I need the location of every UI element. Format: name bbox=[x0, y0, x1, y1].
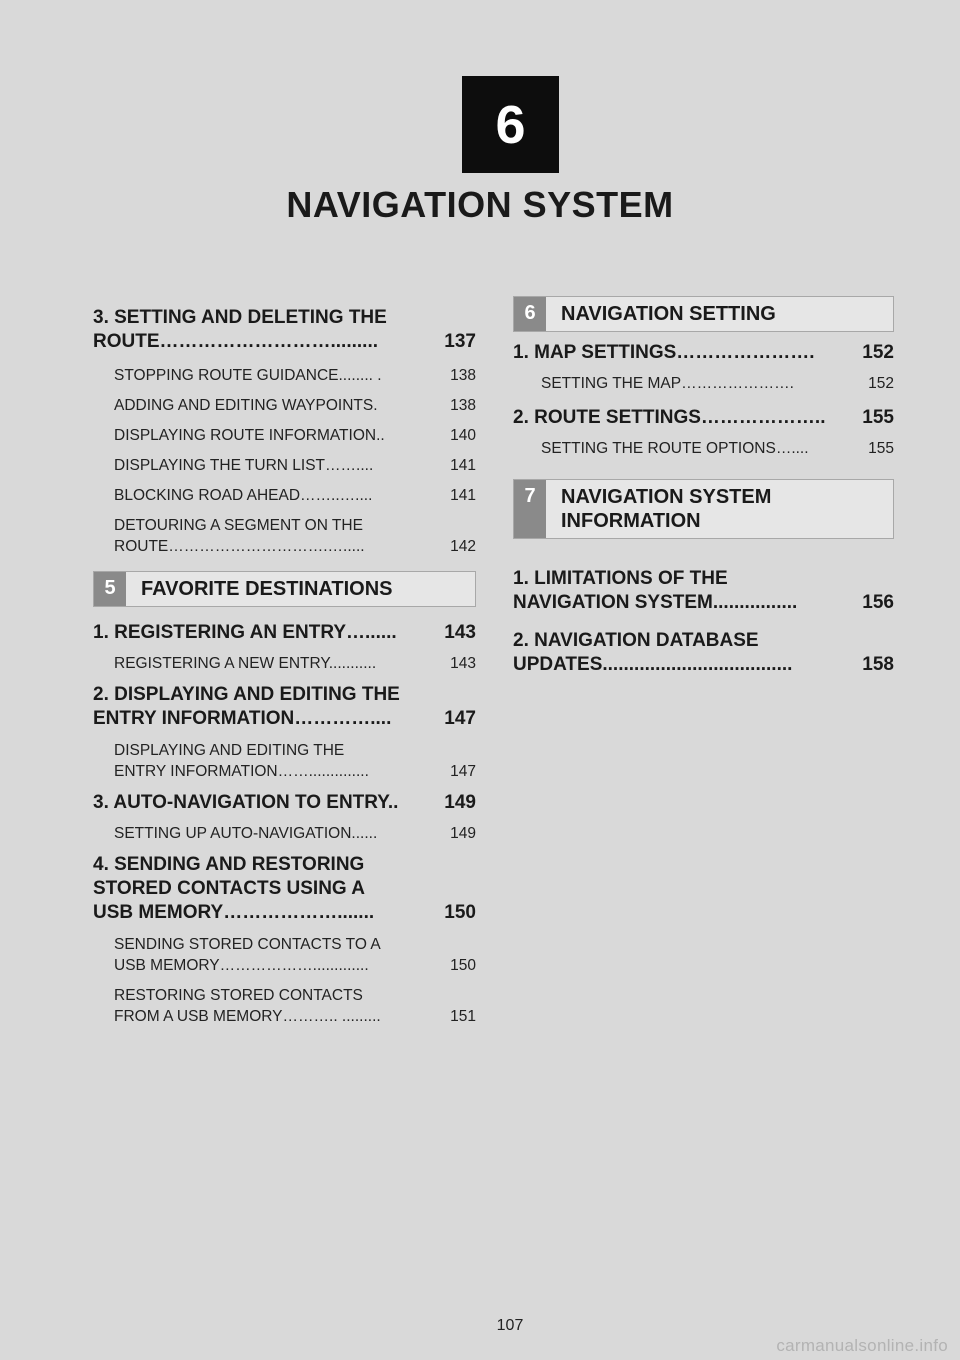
toc-entry-auto-navigation[interactable] bbox=[93, 791, 476, 815]
toc-subentry[interactable] bbox=[513, 438, 894, 459]
toc-entry-limitations[interactable] bbox=[513, 567, 894, 615]
toc-subentry-title: SETTING UP AUTO-NAVIGATION...... bbox=[114, 825, 378, 842]
toc-subentry-title: ADDING AND EDITING WAYPOINTS. bbox=[114, 397, 378, 414]
toc-entry-page: 158 bbox=[862, 654, 894, 675]
toc-subentry-page: 143 bbox=[450, 655, 476, 672]
toc-entry-page: 147 bbox=[444, 708, 476, 729]
toc-subentry[interactable] bbox=[93, 515, 476, 557]
toc-subentry[interactable] bbox=[513, 373, 894, 394]
toc-entry-page: 143 bbox=[444, 622, 476, 643]
toc-entry-title: 4. SENDING AND RESTORING STORED CONTACTS USING A USB MEMORY………………....... bbox=[93, 854, 375, 923]
toc-subentry-title: DISPLAYING AND EDITING THE ENTRY INFORMATION…….............. bbox=[114, 742, 369, 780]
toc-entry-title: 2. ROUTE SETTINGS……………….. bbox=[513, 407, 826, 428]
toc-entry-setting-deleting-route[interactable] bbox=[93, 306, 476, 354]
toc-subentry-page: 141 bbox=[450, 457, 476, 474]
toc-subentry-title: SENDING STORED CONTACTS TO A USB MEMORY………………............. bbox=[114, 936, 381, 974]
section-number: 6 bbox=[514, 297, 546, 331]
toc-entry-sending-restoring-contacts[interactable] bbox=[93, 853, 476, 925]
section-header-navigation-system-information bbox=[513, 479, 894, 539]
toc-subentry-title: STOPPING ROUTE GUIDANCE........ . bbox=[114, 367, 382, 384]
toc-entry-page: 137 bbox=[444, 331, 476, 352]
toc-subentry-title: DISPLAYING ROUTE INFORMATION.. bbox=[114, 427, 385, 444]
chapter-number-badge: 6 bbox=[462, 76, 559, 173]
section-header-navigation-setting bbox=[513, 296, 894, 332]
toc-entry-title: 1. REGISTERING AN ENTRY…...... bbox=[93, 622, 397, 643]
toc-subentry-page: 138 bbox=[450, 367, 476, 384]
toc-entry-title: 2. DISPLAYING AND EDITING THE ENTRY INFORMATION………….... bbox=[93, 684, 400, 729]
toc-left-column bbox=[93, 306, 476, 1027]
section-header-favorite-destinations bbox=[93, 571, 476, 607]
toc-subentry[interactable] bbox=[93, 823, 476, 844]
toc-subentry-page: 140 bbox=[450, 427, 476, 444]
chapter-title: NAVIGATION SYSTEM bbox=[286, 184, 674, 225]
toc-entry-page: 152 bbox=[862, 342, 894, 363]
toc-subentry-page: 147 bbox=[450, 763, 476, 780]
section-number: 7 bbox=[514, 480, 546, 538]
toc-entry-title: 1. LIMITATIONS OF THE NAVIGATION SYSTEM................ bbox=[513, 568, 798, 613]
toc-entry-page: 155 bbox=[862, 407, 894, 428]
watermark: carmanualsonline.info bbox=[776, 1336, 948, 1355]
section-name: FAVORITE DESTINATIONS bbox=[141, 578, 393, 600]
toc-subentry[interactable] bbox=[93, 653, 476, 674]
toc-subentry-title: RESTORING STORED CONTACTS FROM A USB MEMORY……….. ......... bbox=[114, 987, 381, 1025]
toc-subentry-page: 141 bbox=[450, 487, 476, 504]
toc-subentry-page: 152 bbox=[868, 375, 894, 392]
page-number: 107 bbox=[496, 1317, 524, 1334]
toc-subentry[interactable] bbox=[93, 395, 476, 416]
toc-subentry-page: 149 bbox=[450, 825, 476, 842]
toc-right-column bbox=[513, 296, 894, 677]
section-name: NAVIGATION SYSTEM INFORMATION bbox=[561, 486, 772, 532]
toc-subentry[interactable] bbox=[93, 934, 476, 976]
section-name: NAVIGATION SETTING bbox=[561, 303, 776, 325]
toc-subentry[interactable] bbox=[93, 455, 476, 476]
toc-subentry-title: SETTING THE ROUTE OPTIONS….... bbox=[541, 440, 809, 457]
toc-entry-title: 2. NAVIGATION DATABASE UPDATES.................................... bbox=[513, 630, 793, 675]
toc-entry-page: 150 bbox=[444, 902, 476, 923]
toc-entry-displaying-editing-entry[interactable] bbox=[93, 683, 476, 731]
toc-entry-page: 156 bbox=[862, 592, 894, 613]
toc-subentry-title: DISPLAYING THE TURN LIST…….... bbox=[114, 457, 374, 474]
toc-subentry-page: 155 bbox=[868, 440, 894, 457]
toc-entry-page: 149 bbox=[444, 792, 476, 813]
toc-entry-map-settings[interactable] bbox=[513, 341, 894, 365]
toc-entry-registering-entry[interactable] bbox=[93, 621, 476, 645]
toc-subentry-page: 150 bbox=[450, 957, 476, 974]
toc-subentry[interactable] bbox=[93, 425, 476, 446]
toc-subentry-page: 138 bbox=[450, 397, 476, 414]
toc-subentry-title: SETTING THE MAP…………………. bbox=[541, 375, 794, 392]
toc-subentry[interactable] bbox=[93, 740, 476, 782]
toc-subentry-title: REGISTERING A NEW ENTRY........... bbox=[114, 655, 377, 672]
toc-subentry[interactable] bbox=[93, 985, 476, 1027]
toc-subentry-title: BLOCKING ROAD AHEAD……..….... bbox=[114, 487, 373, 504]
toc-entry-title: 3. AUTO-NAVIGATION TO ENTRY.. bbox=[93, 792, 399, 813]
toc-entry-route-settings[interactable] bbox=[513, 406, 894, 430]
toc-subentry[interactable] bbox=[93, 485, 476, 506]
toc-subentry-page: 142 bbox=[450, 538, 476, 555]
toc-subentry-title: DETOURING A SEGMENT ON THE ROUTE………………………….…..... bbox=[114, 517, 365, 555]
toc-subentry-page: 151 bbox=[450, 1008, 476, 1025]
section-number: 5 bbox=[94, 572, 126, 606]
toc-subentry[interactable] bbox=[93, 365, 476, 386]
toc-entry-title: 1. MAP SETTINGS…………………. bbox=[513, 342, 815, 363]
toc-entry-title: 3. SETTING AND DELETING THE ROUTE………………………......... bbox=[93, 307, 387, 352]
toc-entry-database-updates[interactable] bbox=[513, 629, 894, 677]
